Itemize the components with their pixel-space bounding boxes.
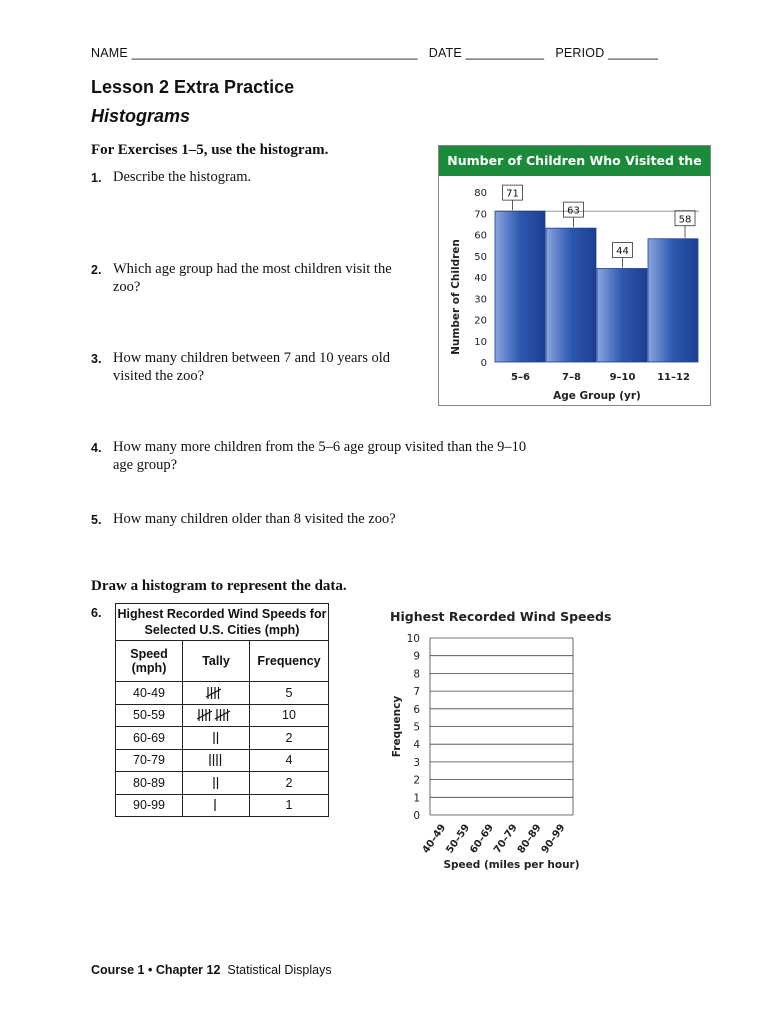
tally-marks-icon — [195, 707, 237, 723]
y-axis-label: Number of Children — [450, 239, 462, 355]
question-5 — [91, 510, 531, 528]
question-number: 2. — [91, 263, 102, 277]
tally-marks-icon — [204, 685, 228, 701]
table-row — [116, 794, 329, 817]
y-tick-label: 2 — [413, 774, 420, 787]
question-number: 1. — [91, 171, 102, 185]
x-tick-label: 7–8 — [562, 372, 581, 383]
y-tick-label: 0 — [480, 358, 487, 369]
y-tick-label: 0 — [413, 810, 420, 822]
zoo-chart-plot — [439, 176, 710, 405]
y-tick-label: 8 — [413, 668, 420, 681]
page-subtitle: Histograms — [91, 106, 191, 126]
x-tick-label: 60–69 — [468, 822, 497, 856]
table-row — [116, 682, 329, 705]
y-tick-label: 10 — [406, 633, 420, 645]
page-footer — [91, 963, 332, 977]
bar — [546, 228, 596, 362]
tally-marks-icon — [210, 775, 223, 791]
column-header-frequency: Frequency — [250, 641, 329, 682]
frequency-cell: 1 — [250, 794, 329, 817]
y-tick-label: 20 — [474, 315, 487, 327]
bar — [597, 269, 647, 363]
x-tick-label: 5–6 — [511, 372, 530, 383]
y-tick-label: 7 — [413, 686, 420, 699]
y-tick-label: 5 — [413, 721, 420, 734]
wind-speed-table — [115, 603, 329, 817]
speed-cell: 70-79 — [116, 749, 183, 772]
zoo-chart-title: Number of Children Who Visited the Zoo — [439, 146, 710, 176]
x-axis-label: Speed (miles per hour) — [443, 859, 580, 871]
y-tick-label: 6 — [413, 703, 420, 716]
instruction-exercises-1-5: For Exercises 1–5, use the histogram. — [91, 142, 329, 158]
y-tick-label: 40 — [474, 273, 487, 284]
x-tick-label: 9–10 — [609, 372, 636, 383]
y-axis-label: Frequency — [391, 695, 403, 758]
y-tick-label: 1 — [413, 792, 420, 805]
frequency-cell: 2 — [250, 727, 329, 750]
tally-cell — [183, 772, 250, 795]
footer-course: Course 1 • Chapter 12 — [91, 963, 221, 977]
frequency-cell: 5 — [250, 682, 329, 705]
question-text: How many children between 7 and 10 years old visited the zoo? — [113, 350, 391, 384]
speed-cell: 50-59 — [116, 704, 183, 727]
question-text: How many more children from the 5–6 age group visited than the 9–10 age group? — [113, 439, 527, 473]
date-blank[interactable]: ___________ — [465, 46, 545, 60]
tally-cell — [183, 794, 250, 817]
question-text: How many children older than 8 visited the zoo? — [113, 511, 396, 527]
tally-cell — [183, 682, 250, 705]
table-row — [116, 727, 329, 750]
instruction-draw-histogram: Draw a histogram to represent the data. — [91, 578, 347, 594]
speed-cell: 80-89 — [116, 772, 183, 795]
tally-cell — [183, 727, 250, 750]
y-tick-label: 3 — [413, 756, 420, 769]
footer-section: Statistical Displays — [227, 963, 332, 977]
frequency-cell: 2 — [250, 772, 329, 795]
x-tick-label: 11–12 — [657, 372, 690, 383]
question-number: 5. — [91, 513, 102, 527]
column-header-tally: Tally — [183, 641, 250, 682]
data-label: 58 — [678, 214, 692, 226]
question-text: Describe the histogram. — [113, 169, 252, 185]
wind-speed-histogram[interactable] — [380, 602, 612, 877]
y-tick-label: 60 — [474, 230, 487, 242]
frequency-cell: 4 — [250, 749, 329, 772]
question-6-number: 6. — [91, 606, 102, 620]
x-tick-label: 70–79 — [492, 822, 520, 856]
page-header — [91, 46, 658, 60]
question-1 — [91, 168, 421, 186]
frequency-cell: 10 — [250, 704, 329, 727]
table-row — [116, 772, 329, 795]
y-tick-label: 50 — [474, 251, 487, 263]
zoo-histogram — [438, 145, 711, 406]
data-label: 63 — [567, 205, 580, 217]
x-tick-label: 50–59 — [444, 822, 473, 856]
tally-marks-icon — [206, 752, 226, 768]
bar — [648, 239, 698, 362]
name-blank[interactable]: ________________________________________ — [131, 46, 418, 60]
data-label: 44 — [616, 246, 629, 257]
question-number: 4. — [91, 441, 102, 455]
question-3 — [91, 349, 421, 385]
y-tick-label: 70 — [474, 209, 487, 221]
table-row — [116, 704, 329, 727]
column-header-speed: Speed (mph) — [116, 641, 183, 682]
question-number: 3. — [91, 352, 102, 366]
page-title: Lesson 2 Extra Practice — [91, 77, 295, 97]
table-caption: Highest Recorded Wind Speeds for Selected U.S. Cities (mph) — [116, 604, 329, 641]
x-axis-label: Age Group (yr) — [553, 390, 641, 402]
wind-chart-title: Highest Recorded Wind Speeds — [390, 609, 612, 624]
x-tick-label: 80–89 — [515, 822, 544, 856]
date-label: DATE — [428, 46, 462, 60]
x-tick-label: 40–49 — [420, 822, 449, 856]
y-tick-label: 10 — [474, 336, 487, 348]
table-row — [116, 749, 329, 772]
tally-cell — [183, 704, 250, 727]
speed-cell: 90-99 — [116, 794, 183, 817]
period-label: PERIOD — [555, 46, 605, 60]
period-blank[interactable]: _______ — [608, 46, 659, 60]
data-label: 71 — [506, 188, 519, 200]
tally-marks-icon — [210, 730, 223, 746]
question-2 — [91, 260, 421, 296]
y-tick-label: 9 — [413, 650, 420, 663]
question-4 — [91, 438, 531, 474]
x-tick-label: 90–99 — [539, 822, 568, 856]
question-text: Which age group had the most children visit the zoo? — [113, 261, 392, 295]
speed-cell: 60-69 — [116, 727, 183, 750]
tally-marks-icon — [211, 797, 221, 813]
bar — [495, 211, 545, 362]
tally-cell — [183, 749, 250, 772]
speed-cell: 40-49 — [116, 682, 183, 705]
y-tick-label: 30 — [474, 294, 487, 306]
y-tick-label: 80 — [474, 188, 487, 199]
name-label: NAME — [91, 46, 128, 60]
y-tick-label: 4 — [413, 739, 420, 752]
